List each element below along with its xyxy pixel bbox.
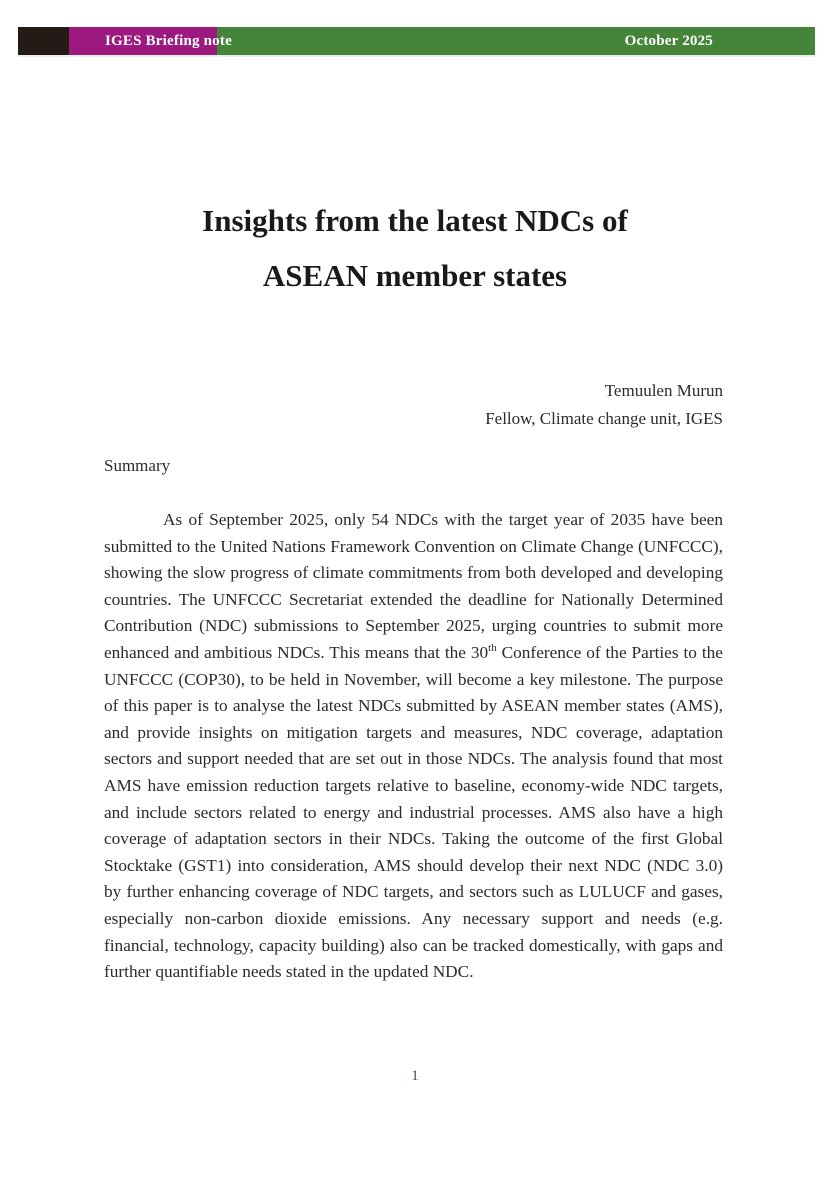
header-date-label: October 2025	[624, 33, 713, 49]
header-green-block	[217, 27, 815, 55]
header-dark-block	[18, 27, 69, 55]
page-title	[0, 193, 830, 303]
page-title-line2: ASEAN member states	[262, 258, 568, 293]
page-number: 1	[411, 1068, 419, 1084]
author-name: Temuulen Murun	[604, 381, 723, 400]
briefing-note-label: IGES Briefing note	[105, 33, 232, 49]
ordinal-superscript: th	[488, 642, 497, 655]
summary-paragraph-part1: As of September 2025, only 54 NDCs with the target year of 2035 have been submitted to the United Nations Framework Convention on Climate Change (UNFCCC), showing the slow progress of climate commitments from both developed and developing countries. The UNFCCC Secretariat extended the deadline for Nationally Determined Contribution (NDC) submissions to September 2025, urging countries to submit more enhanced and ambitious NDCs. This means that the 30	[104, 510, 723, 662]
summary-paragraph-part2: Conference of the Parties to the UNFCCC (COP30), to be held in November, will become a key milestone. The purpose of this paper is to analyse the latest NDCs submitted by ASEAN member states (AMS), and provide insights on mitigation targets and measures, NDC coverage, adaptation sectors and support needed that are set out in those NDCs. The analysis found that most AMS have emission reduction targets relative to baseline, economy-wide NDC targets, and include sectors related to energy and industrial processes. AMS also have a high coverage of adaptation sectors in their NDCs. Taking the outcome of the first Global Stocktake (GST1) into consideration, AMS should develop their next NDC (NDC 3.0) by further enhancing coverage of NDC targets, and sectors such as LULUCF and gases, especially non-carbon dioxide emissions. Any necessary support and needs (e.g. financial, technology, capacity building) also can be tracked domestically, with gaps and further quantifiable needs stated in the updated NDC.	[104, 642, 723, 982]
summary-heading: Summary	[104, 456, 171, 475]
header-bar	[18, 27, 815, 55]
summary-paragraph	[104, 507, 723, 986]
author-affiliation: Fellow, Climate change unit, IGES	[485, 408, 723, 428]
page-title-line1: Insights from the latest NDCs of	[202, 203, 628, 238]
author-block	[485, 377, 723, 432]
